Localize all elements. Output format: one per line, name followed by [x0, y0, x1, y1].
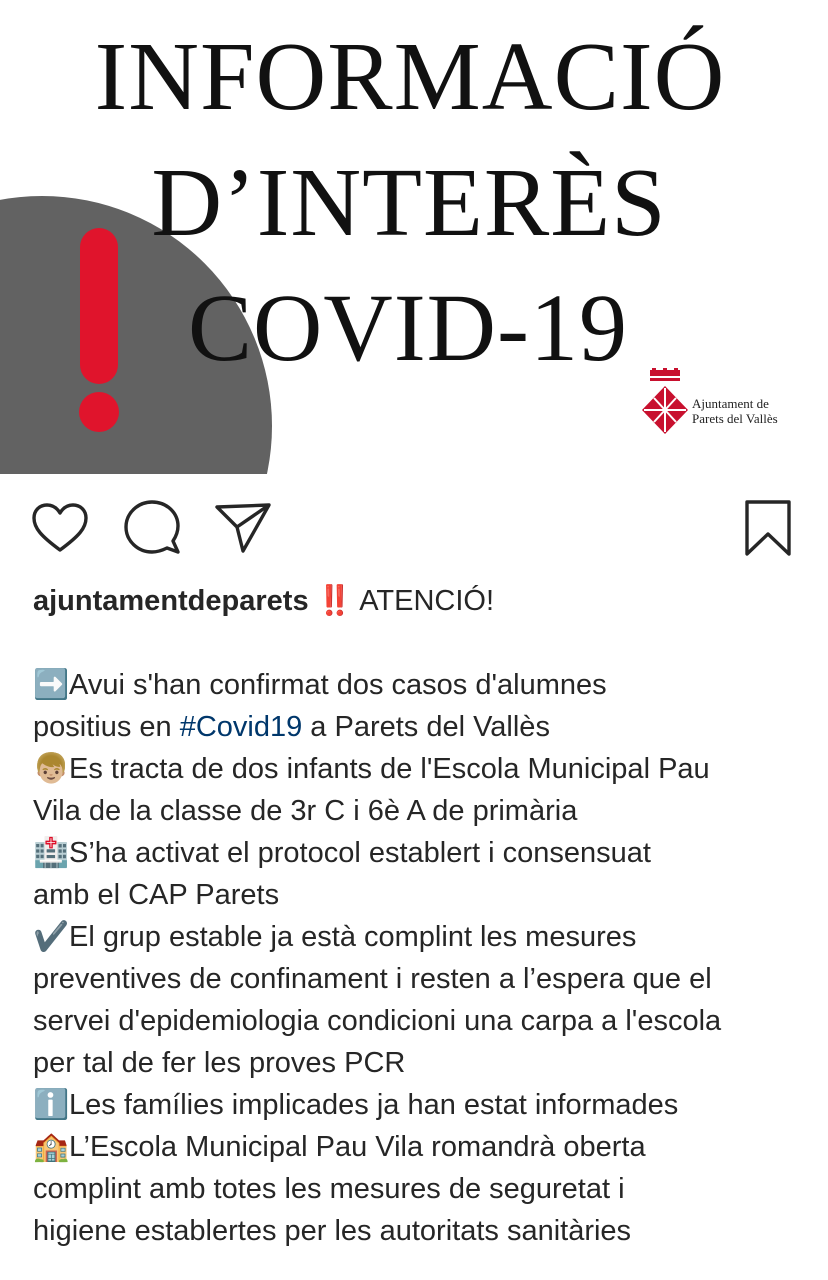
headline-line-1: INFORMACIÓ: [94, 23, 726, 131]
info-emoji: ℹ️: [33, 1089, 70, 1121]
double-exclamation-emoji: ‼️: [316, 585, 353, 617]
caption-headline: [33, 580, 803, 622]
action-bar: [0, 474, 828, 574]
logo-text: [692, 396, 778, 426]
caption-text: Les famílies implicades ja han estat informades: [69, 1089, 679, 1121]
headline-line-3: COVID-19: [188, 274, 628, 381]
caption-line-4: [33, 916, 803, 1084]
comment-button[interactable]: [122, 498, 182, 558]
caption-text: amb el CAP Parets: [33, 879, 280, 911]
comment-icon: [123, 499, 181, 557]
boy-emoji: 👦🏼: [33, 753, 70, 785]
check-mark-emoji: ✔️: [33, 921, 70, 953]
caption-text: L’Escola Municipal Pau Vila romandrà oberta: [69, 1131, 646, 1163]
logo-text-line-2: Parets del Vallès: [692, 411, 778, 426]
caption-line-1: [33, 664, 803, 748]
exclamation-icon-dot: [79, 392, 119, 432]
coat-of-arms-icon: [638, 368, 692, 442]
heart-icon: [31, 502, 89, 554]
share-button[interactable]: [213, 498, 273, 558]
caption-text: positius en: [33, 711, 180, 743]
logo-text-line-1: Ajuntament de: [692, 396, 769, 411]
share-icon: [213, 501, 273, 555]
caption-headline-text: ATENCIÓ!: [359, 585, 495, 617]
caption-line-5: [33, 1084, 803, 1126]
hashtag-link[interactable]: #Covid19: [179, 711, 303, 743]
headline-line-2: D’INTERÈS: [151, 149, 667, 257]
caption-blank-line: [33, 622, 803, 664]
post-caption: [33, 580, 803, 1252]
caption-text: Es tracta de dos infants de l'Escola Municipal Pau: [69, 753, 710, 785]
caption-text: El grup estable ja està complint les mesures: [69, 921, 637, 953]
caption-text: S’ha activat el protocol establert i consensuat: [69, 837, 651, 869]
caption-text: a Parets del Vallès: [302, 711, 550, 743]
caption-text: per tal de fer les proves PCR: [33, 1047, 406, 1079]
arrow-right-emoji: ➡️: [33, 669, 70, 701]
caption-text: higiene establertes per les autoritats sanitàries: [33, 1215, 632, 1247]
post-image[interactable]: [0, 0, 828, 474]
caption-text: Avui s'han confirmat dos casos d'alumnes: [69, 669, 607, 701]
caption-line-3: [33, 832, 803, 916]
caption-text: preventives de confinament i resten a l’espera que el: [33, 963, 712, 995]
bookmark-icon: [742, 499, 794, 557]
ajuntament-logo: [638, 368, 808, 442]
username-link[interactable]: ajuntamentdeparets: [33, 585, 309, 617]
caption-line-6: [33, 1126, 803, 1252]
caption-text: servei d'epidemiologia condicioni una carpa a l'escola: [33, 1005, 722, 1037]
caption-text: complint amb totes les mesures de seguretat i: [33, 1173, 625, 1205]
hospital-emoji: 🏥: [33, 837, 70, 869]
like-button[interactable]: [30, 498, 90, 558]
save-button[interactable]: [738, 498, 798, 558]
caption-text: Vila de la classe de 3r C i 6è A de primària: [33, 795, 578, 827]
caption-line-2: [33, 748, 803, 832]
school-emoji: 🏫: [33, 1131, 70, 1163]
